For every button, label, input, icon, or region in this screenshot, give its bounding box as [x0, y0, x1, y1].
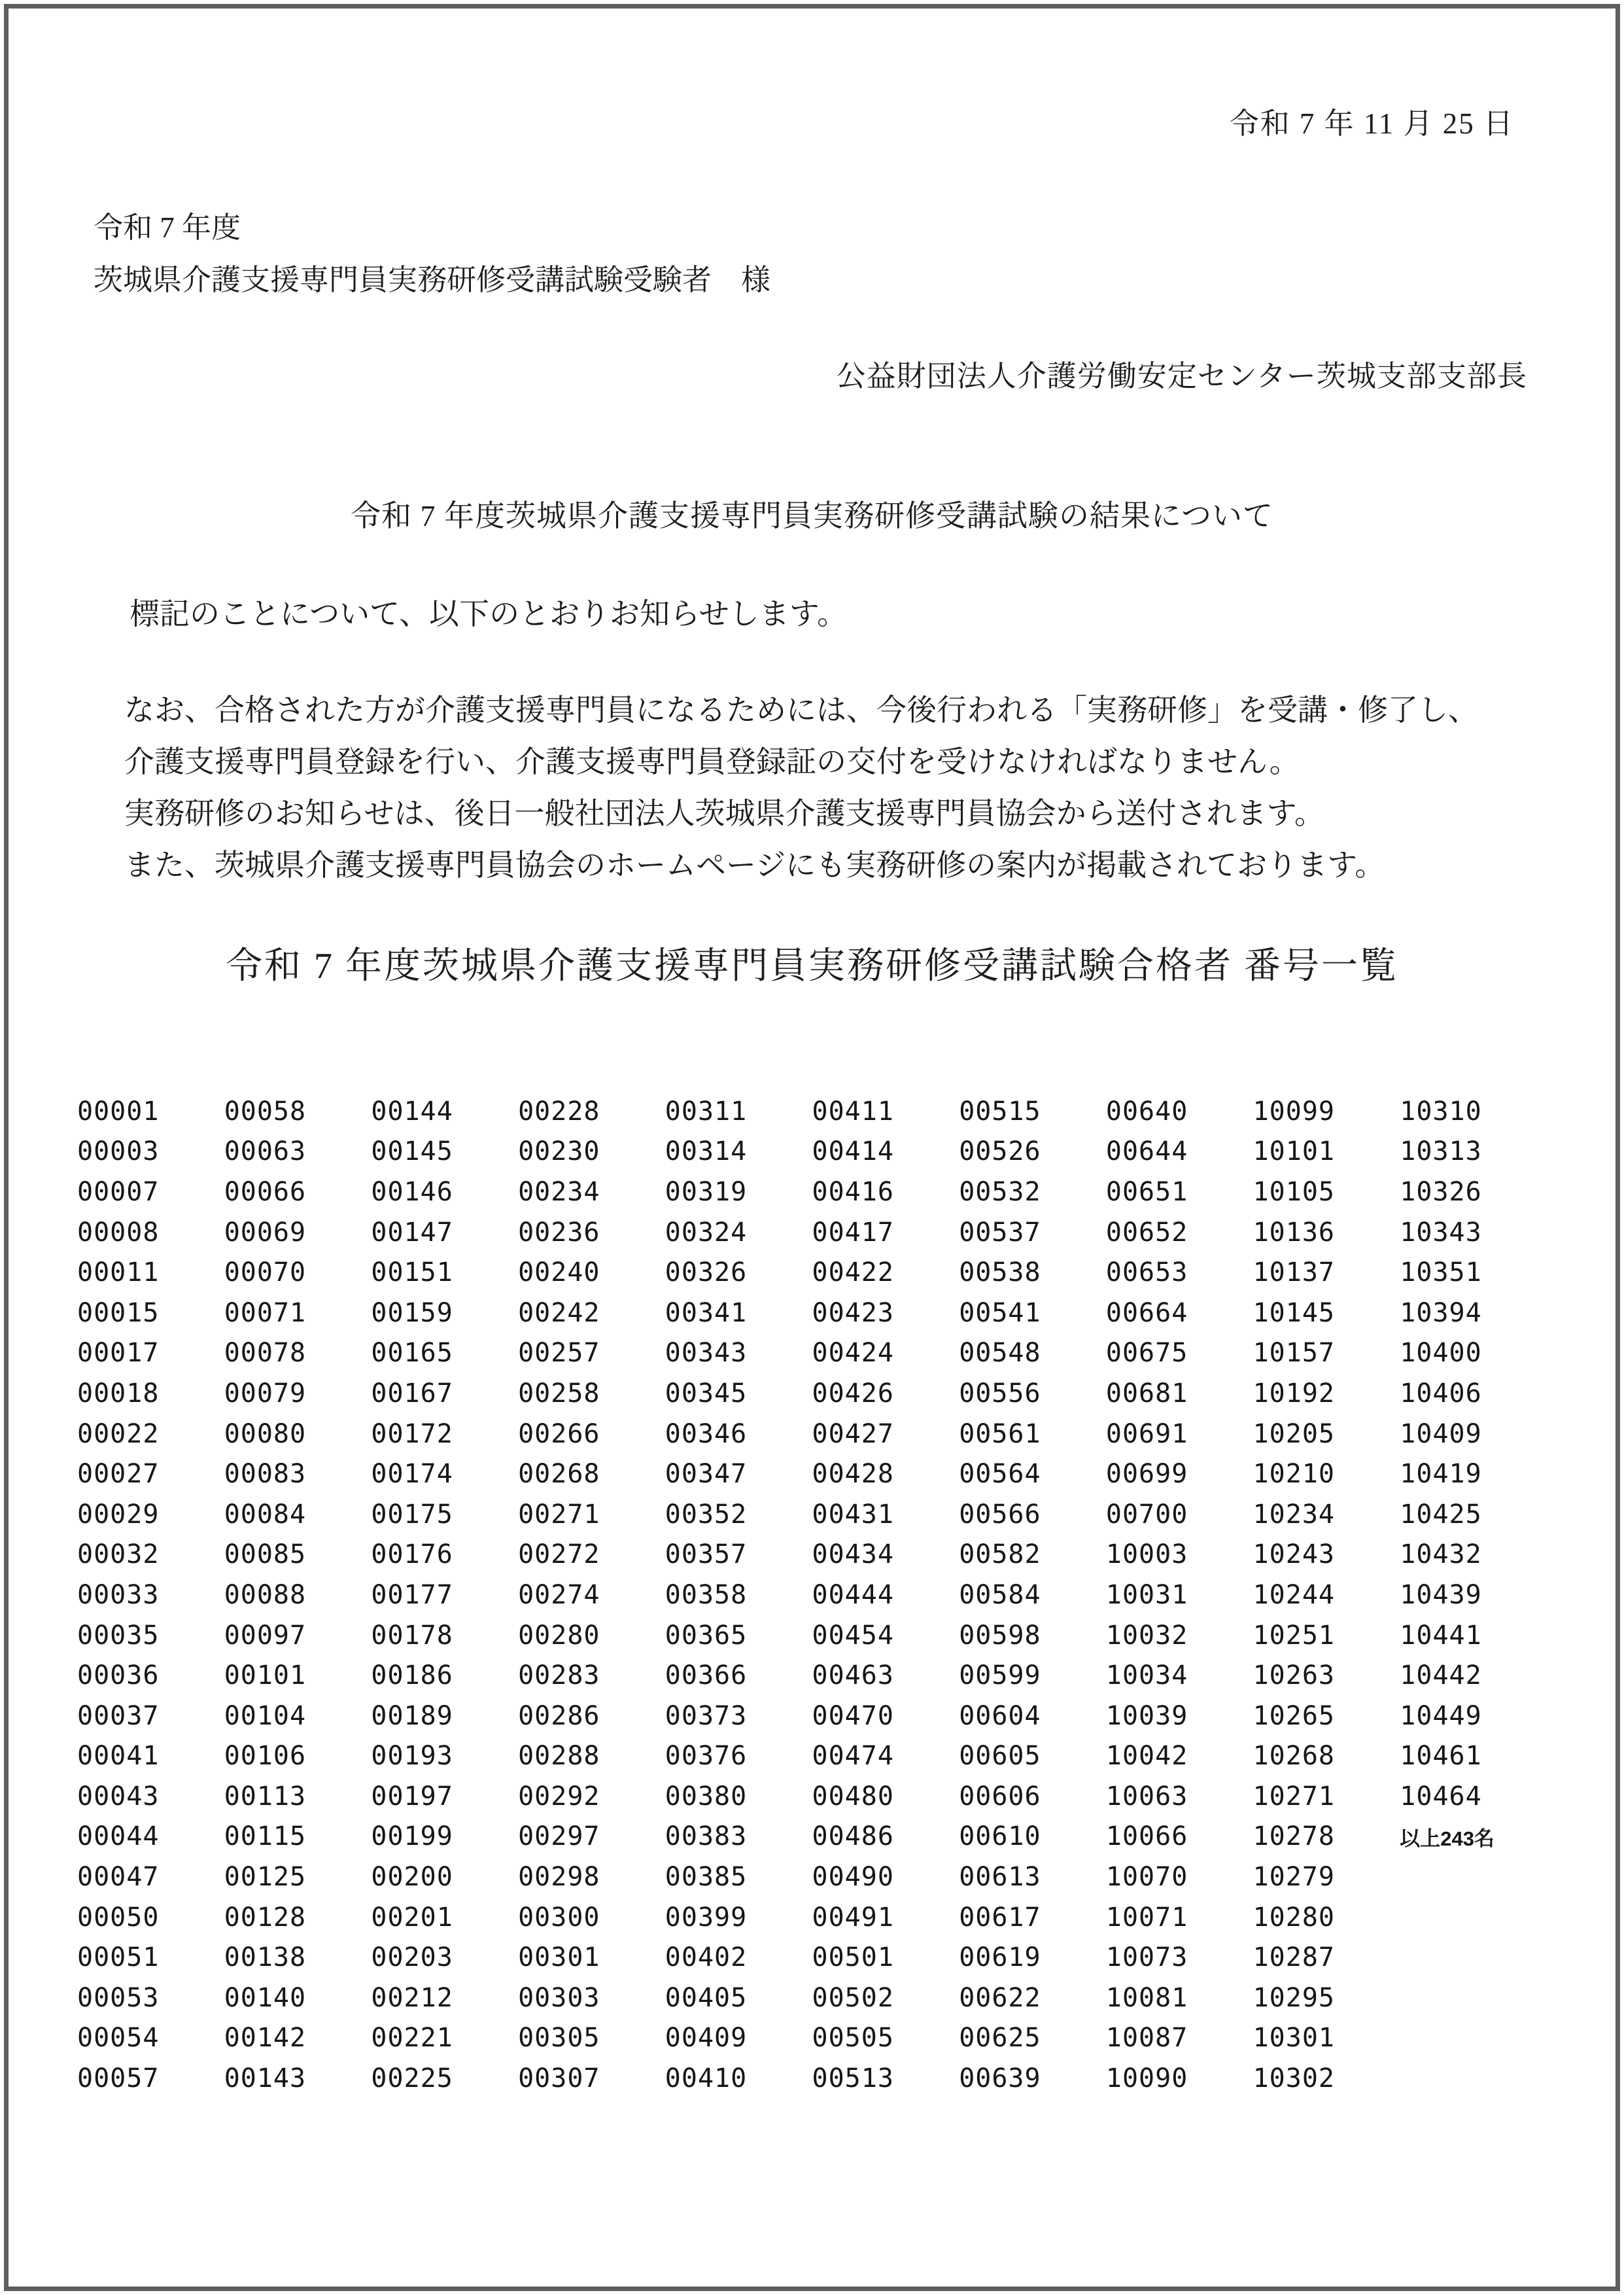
pass-number: 00409	[665, 2023, 748, 2054]
pass-number: 00197	[371, 1781, 453, 1812]
pass-number: 10406	[1400, 1378, 1482, 1409]
pass-number: 00598	[959, 1620, 1041, 1651]
pass-number: 10271	[1253, 1781, 1336, 1812]
pass-number: 00561	[959, 1418, 1041, 1449]
pass-number: 00172	[371, 1418, 453, 1449]
pass-number: 10263	[1253, 1660, 1336, 1691]
pass-number: 10461	[1400, 1741, 1482, 1772]
pass-number: 00272	[518, 1539, 600, 1570]
pass-number-grid	[77, 1091, 1547, 2099]
pass-number: 00189	[371, 1700, 453, 1731]
pass-number: 00307	[518, 2063, 600, 2094]
pass-number: 00416	[812, 1176, 894, 1207]
pass-number: 00463	[812, 1660, 894, 1691]
pass-number: 10302	[1253, 2063, 1336, 2094]
pass-number: 00083	[224, 1459, 307, 1490]
pass-number: 00639	[959, 2063, 1041, 2094]
pass-number: 00041	[77, 1741, 160, 1772]
pass-number: 00617	[959, 1902, 1041, 1933]
pass-number: 00266	[518, 1418, 600, 1449]
pass-number: 00402	[665, 1942, 748, 1973]
pass-number: 00470	[812, 1700, 894, 1731]
pass-number: 00225	[371, 2063, 453, 2094]
pass-number: 00201	[371, 1902, 453, 1933]
pass-number: 00037	[77, 1700, 160, 1731]
pass-number: 00271	[518, 1499, 600, 1530]
pass-number: 00548	[959, 1338, 1041, 1369]
pass-number: 00417	[812, 1217, 894, 1248]
pass-number: 00380	[665, 1781, 748, 1812]
pass-number: 10301	[1253, 2023, 1336, 2054]
pass-number: 00610	[959, 1821, 1041, 1852]
pass-number: 00383	[665, 1821, 748, 1852]
body-line: 介護支援専門員登録を行い、介護支援専門員登録証の交付を受けなければなりません。	[124, 745, 1300, 779]
pass-number: 10265	[1253, 1700, 1336, 1731]
pass-number: 00138	[224, 1942, 307, 1973]
body-line: 実務研修のお知らせは、後日一般社団法人茨城県介護支援専門員協会から送付されます。	[124, 797, 1324, 830]
pass-number: 00699	[1105, 1459, 1188, 1490]
pass-number: 00444	[812, 1579, 894, 1610]
pass-number: 00228	[518, 1096, 600, 1127]
pass-number: 00151	[371, 1257, 453, 1288]
pass-number: 10251	[1253, 1620, 1336, 1651]
pass-number: 10087	[1105, 2023, 1188, 2054]
pass-number: 10464	[1400, 1781, 1482, 1812]
pass-number: 00454	[812, 1620, 894, 1651]
pass-number: 10310	[1400, 1096, 1482, 1127]
pass-number: 10137	[1253, 1257, 1336, 1288]
pass-number: 00078	[224, 1338, 307, 1369]
pass-number: 10101	[1253, 1136, 1336, 1167]
pass-number: 10063	[1105, 1781, 1188, 1812]
pass-number: 00175	[371, 1499, 453, 1530]
pass-number: 10071	[1105, 1902, 1188, 1933]
pass-number: 00619	[959, 1942, 1041, 1973]
pass-number: 00515	[959, 1096, 1041, 1127]
pass-number: 00230	[518, 1136, 600, 1167]
pass-number: 00200	[371, 1862, 453, 1893]
pass-number: 10343	[1400, 1217, 1482, 1248]
pass-number: 00011	[77, 1257, 160, 1288]
pass-number: 00653	[1105, 1257, 1188, 1288]
pass-number: 00424	[812, 1338, 894, 1369]
pass-number: 00097	[224, 1620, 307, 1651]
pass-number: 00541	[959, 1297, 1041, 1328]
intro-line: 標記のことについて、以下のとおりお知らせします。	[130, 597, 848, 631]
pass-number: 00298	[518, 1862, 600, 1893]
pass-number: 00399	[665, 1902, 748, 1933]
pass-number: 10279	[1253, 1862, 1336, 1893]
pass-number: 00043	[77, 1781, 160, 1812]
pass-number: 00358	[665, 1579, 748, 1610]
pass-number: 00556	[959, 1378, 1041, 1409]
pass-number: 10066	[1105, 1821, 1188, 1852]
pass-number: 00199	[371, 1821, 453, 1852]
pass-number: 10287	[1253, 1942, 1336, 1973]
pass-number: 00345	[665, 1378, 748, 1409]
pass-number: 00491	[812, 1902, 894, 1933]
pass-number: 00410	[665, 2063, 748, 2094]
pass-number: 00311	[665, 1096, 748, 1127]
pass-number: 10326	[1400, 1176, 1482, 1207]
addressee-line: 茨城県介護支援専門員実務研修受講試験受験者 様	[94, 264, 771, 296]
pass-number: 00079	[224, 1378, 307, 1409]
addressee-block	[94, 201, 770, 306]
pass-number: 10409	[1400, 1418, 1482, 1449]
pass-number: 00115	[224, 1821, 307, 1852]
pass-number: 00058	[224, 1096, 307, 1127]
pass-number: 00414	[812, 1136, 894, 1167]
sender-line: 公益財団法人介護労働安定センター茨城支部支部長	[836, 360, 1527, 393]
pass-number: 00018	[77, 1378, 160, 1409]
pass-number: 00015	[77, 1297, 160, 1328]
pass-number: 00017	[77, 1338, 160, 1369]
pass-number: 00027	[77, 1459, 160, 1490]
pass-number: 00145	[371, 1136, 453, 1167]
pass-number: 00305	[518, 2023, 600, 2054]
pass-number: 00582	[959, 1539, 1041, 1570]
pass-number: 00053	[77, 1982, 160, 2013]
pass-number: 00537	[959, 1217, 1041, 1248]
pass-number: 10441	[1400, 1620, 1482, 1651]
pass-number: 00297	[518, 1821, 600, 1852]
subject-line: 令和 7 年度茨城県介護支援専門員実務研修受講試験の結果について	[350, 499, 1274, 533]
pass-number: 00314	[665, 1136, 748, 1167]
pass-number: 00001	[77, 1096, 160, 1127]
pass-number: 10081	[1105, 1982, 1188, 2013]
pass-number: 10419	[1400, 1459, 1482, 1490]
pass-number: 10031	[1105, 1579, 1188, 1610]
pass-number: 00113	[224, 1781, 307, 1812]
pass-number: 00599	[959, 1660, 1041, 1691]
pass-number: 00651	[1105, 1176, 1188, 1207]
pass-number: 00365	[665, 1620, 748, 1651]
pass-number: 00691	[1105, 1418, 1188, 1449]
pass-number: 00008	[77, 1217, 160, 1248]
pass-number: 10039	[1105, 1700, 1188, 1731]
pass-number: 00347	[665, 1459, 748, 1490]
pass-number: 00480	[812, 1781, 894, 1812]
pass-number: 10205	[1253, 1418, 1336, 1449]
pass-number: 00236	[518, 1217, 600, 1248]
pass-number: 00258	[518, 1378, 600, 1409]
body-line: また、茨城県介護支援専門員協会のホームページにも実務研修の案内が掲載されております。	[124, 849, 1385, 882]
pass-number: 00513	[812, 2063, 894, 2094]
pass-number: 00268	[518, 1459, 600, 1490]
pass-number: 00428	[812, 1459, 894, 1490]
pass-number: 00221	[371, 2023, 453, 2054]
pass-number: 00104	[224, 1700, 307, 1731]
pass-number: 00300	[518, 1902, 600, 1933]
pass-number: 00035	[77, 1620, 160, 1651]
pass-number: 00088	[224, 1579, 307, 1610]
pass-number: 00029	[77, 1499, 160, 1530]
pass-number: 10157	[1253, 1338, 1336, 1369]
pass-number: 00007	[77, 1176, 160, 1207]
pass-number: 00063	[224, 1136, 307, 1167]
pass-number: 00125	[224, 1862, 307, 1893]
pass-number: 00532	[959, 1176, 1041, 1207]
pass-number: 00644	[1105, 1136, 1188, 1167]
pass-number: 00640	[1105, 1096, 1188, 1127]
pass-number: 00292	[518, 1781, 600, 1812]
pass-number: 10295	[1253, 1982, 1336, 2013]
pass-number: 00147	[371, 1217, 453, 1248]
pass-number: 10090	[1105, 2063, 1188, 2094]
pass-number: 10280	[1253, 1902, 1336, 1933]
pass-number: 00319	[665, 1176, 748, 1207]
pass-number: 00178	[371, 1620, 453, 1651]
pass-number: 00071	[224, 1297, 307, 1328]
pass-number: 00502	[812, 1982, 894, 2013]
pass-number: 00700	[1105, 1499, 1188, 1530]
body-paragraph	[124, 684, 1532, 891]
pass-number: 00373	[665, 1700, 748, 1731]
pass-number: 10400	[1400, 1338, 1482, 1369]
pass-number: 00486	[812, 1821, 894, 1852]
pass-number: 00050	[77, 1902, 160, 1933]
pass-number: 00159	[371, 1297, 453, 1328]
pass-number: 00240	[518, 1257, 600, 1288]
pass-number: 00084	[224, 1499, 307, 1530]
pass-number: 00566	[959, 1499, 1041, 1530]
pass-number: 10136	[1253, 1217, 1336, 1248]
pass-number: 00357	[665, 1539, 748, 1570]
pass-number: 10244	[1253, 1579, 1336, 1610]
pass-number: 00301	[518, 1942, 600, 1973]
pass-number: 00385	[665, 1862, 748, 1893]
pass-number: 00106	[224, 1741, 307, 1772]
pass-number: 00283	[518, 1660, 600, 1691]
total-count-note: 以上243名	[1400, 1827, 1495, 1850]
pass-number: 10278	[1253, 1821, 1336, 1852]
pass-number: 00431	[812, 1499, 894, 1530]
pass-number: 00044	[77, 1821, 160, 1852]
pass-number: 00490	[812, 1862, 894, 1893]
pass-number: 00142	[224, 2023, 307, 2054]
pass-number: 00423	[812, 1297, 894, 1328]
pass-number: 00143	[224, 2063, 307, 2094]
pass-number: 00128	[224, 1902, 307, 1933]
pass-number: 10032	[1105, 1620, 1188, 1651]
pass-number: 10442	[1400, 1660, 1482, 1691]
pass-number: 00051	[77, 1942, 160, 1973]
pass-number: 00625	[959, 2023, 1041, 2054]
pass-number: 00422	[812, 1257, 894, 1288]
pass-number: 00069	[224, 1217, 307, 1248]
pass-number: 00584	[959, 1579, 1041, 1610]
pass-number: 00538	[959, 1257, 1041, 1288]
pass-number: 00324	[665, 1217, 748, 1248]
pass-number: 00681	[1105, 1378, 1188, 1409]
pass-number: 00346	[665, 1418, 748, 1449]
pass-number: 00288	[518, 1741, 600, 1772]
pass-number: 00326	[665, 1257, 748, 1288]
pass-number: 00343	[665, 1338, 748, 1369]
pass-number: 00675	[1105, 1338, 1188, 1369]
pass-number: 00066	[224, 1176, 307, 1207]
pass-number: 10425	[1400, 1499, 1482, 1530]
pass-number: 00242	[518, 1297, 600, 1328]
pass-number: 00606	[959, 1781, 1041, 1812]
pass-number: 10003	[1105, 1539, 1188, 1570]
pass-number: 10234	[1253, 1499, 1336, 1530]
pass-number: 00167	[371, 1378, 453, 1409]
fiscal-year-line: 令和 7 年度	[94, 211, 241, 244]
pass-number: 00085	[224, 1539, 307, 1570]
pass-number: 10099	[1253, 1096, 1336, 1127]
document-date: 令和 7 年 11 月 25 日	[1229, 107, 1514, 140]
pass-number: 00032	[77, 1539, 160, 1570]
pass-number: 10073	[1105, 1942, 1188, 1973]
pass-number: 00474	[812, 1741, 894, 1772]
pass-number: 10105	[1253, 1176, 1336, 1207]
pass-number: 00212	[371, 1982, 453, 2013]
pass-number: 10432	[1400, 1539, 1482, 1570]
pass-number: 00177	[371, 1579, 453, 1610]
pass-number: 00193	[371, 1741, 453, 1772]
pass-number: 00186	[371, 1660, 453, 1691]
pass-number: 00047	[77, 1862, 160, 1893]
pass-number: 00652	[1105, 1217, 1188, 1248]
pass-number: 00033	[77, 1579, 160, 1610]
pass-number: 10210	[1253, 1459, 1336, 1490]
pass-number: 00564	[959, 1459, 1041, 1490]
pass-number: 00526	[959, 1136, 1041, 1167]
pass-number: 10449	[1400, 1700, 1482, 1731]
pass-number: 10034	[1105, 1660, 1188, 1691]
pass-number: 10351	[1400, 1257, 1482, 1288]
pass-number: 00022	[77, 1418, 160, 1449]
pass-list-title: 令和 7 年度茨城県介護支援専門員実務研修受講試験合格者 番号一覧	[226, 946, 1398, 987]
pass-number: 00070	[224, 1257, 307, 1288]
pass-number: 00003	[77, 1136, 160, 1167]
pass-number: 00434	[812, 1539, 894, 1570]
pass-number: 00366	[665, 1660, 748, 1691]
body-line: なお、合格された方が介護支援専門員になるためには、今後行われる「実務研修」を受講・修了し、	[124, 693, 1478, 727]
pass-number: 10268	[1253, 1741, 1336, 1772]
pass-number: 00613	[959, 1862, 1041, 1893]
pass-number: 00146	[371, 1176, 453, 1207]
pass-number: 00505	[812, 2023, 894, 2054]
pass-number: 00036	[77, 1660, 160, 1691]
pass-number: 00341	[665, 1297, 748, 1328]
pass-number: 00165	[371, 1338, 453, 1369]
pass-number: 00622	[959, 1982, 1041, 2013]
pass-number: 00054	[77, 2023, 160, 2054]
pass-number: 00174	[371, 1459, 453, 1490]
pass-number: 00176	[371, 1539, 453, 1570]
pass-number: 00144	[371, 1096, 453, 1127]
pass-number: 00376	[665, 1741, 748, 1772]
pass-number: 00280	[518, 1620, 600, 1651]
pass-number: 00303	[518, 1982, 600, 2013]
pass-number: 00427	[812, 1418, 894, 1449]
pass-number: 00664	[1105, 1297, 1188, 1328]
pass-number: 00286	[518, 1700, 600, 1731]
pass-number: 10243	[1253, 1539, 1336, 1570]
pass-number: 10394	[1400, 1297, 1482, 1328]
pass-number: 00140	[224, 1982, 307, 2013]
pass-number: 00605	[959, 1741, 1041, 1772]
pass-number: 00274	[518, 1579, 600, 1610]
pass-number: 00234	[518, 1176, 600, 1207]
pass-number: 10042	[1105, 1741, 1188, 1772]
pass-number: 00405	[665, 1982, 748, 2013]
pass-number: 00426	[812, 1378, 894, 1409]
pass-number: 00203	[371, 1942, 453, 1973]
pass-number: 00057	[77, 2063, 160, 2094]
pass-number: 00411	[812, 1096, 894, 1127]
pass-number: 10070	[1105, 1862, 1188, 1893]
pass-number: 00257	[518, 1338, 600, 1369]
pass-number: 00101	[224, 1660, 307, 1691]
pass-number: 00604	[959, 1700, 1041, 1731]
pass-number: 00352	[665, 1499, 748, 1530]
pass-number: 10439	[1400, 1579, 1482, 1610]
pass-number: 00080	[224, 1418, 307, 1449]
pass-number: 10313	[1400, 1136, 1482, 1167]
pass-number: 10145	[1253, 1297, 1336, 1328]
pass-number: 00501	[812, 1942, 894, 1973]
pass-number: 10192	[1253, 1378, 1336, 1409]
